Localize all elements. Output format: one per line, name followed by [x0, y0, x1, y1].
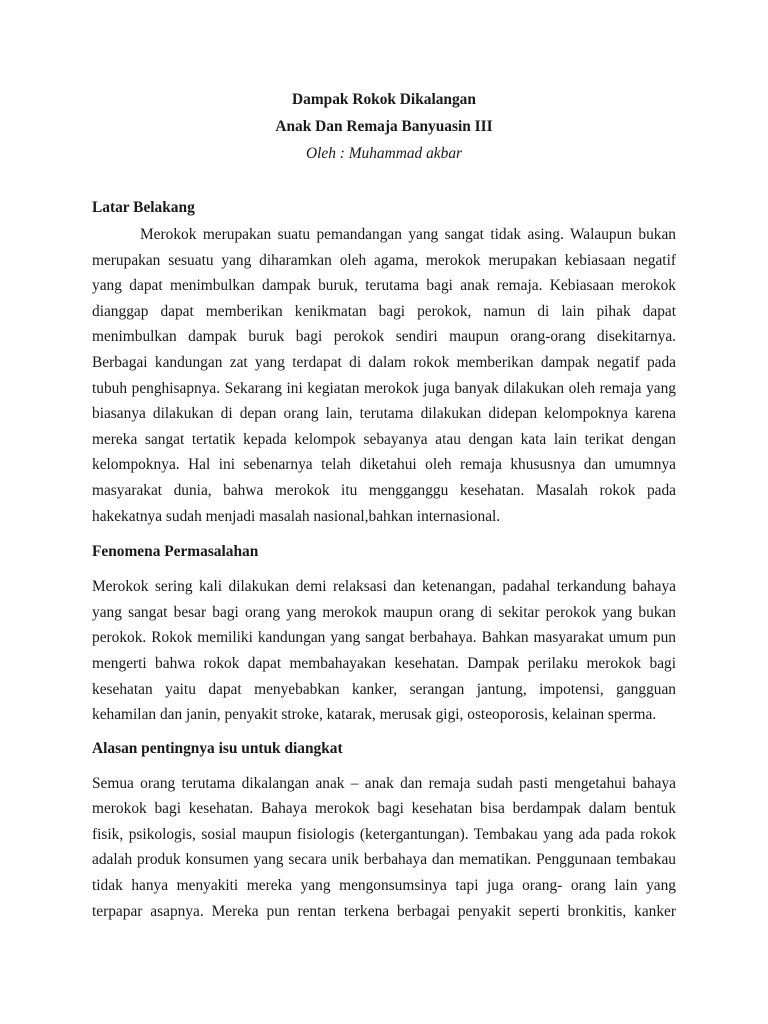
- paragraph-line: menimbulkan dampak buruk bagi perokok sendiri maupun orang-orang disekitarnya.: [92, 328, 676, 346]
- paragraph-line: tubuh penghisapnya. Sekarang ini kegiatan merokok juga banyak dilakukan oleh remaja yang: [92, 379, 676, 397]
- paragraph-line: fisik, psikologis, sosial maupun fisiologis (ketergantungan). Tembakau yang ada pada rokok: [92, 825, 676, 843]
- paragraph-line: terpapar asapnya. Mereka pun rentan terkena berbagai penyakit seperti bronkitis, kanker: [92, 902, 676, 920]
- paragraph-line: kesehatan yaitu dapat menyebabkan kanker, serangan jantung, impotensi, gangguan: [92, 680, 676, 698]
- paragraph-line: tidak hanya menyakiti mereka yang mengonsumsinya tapi juga orang- orang lain yang: [92, 877, 676, 895]
- section-paragraph-fenomena-permasalahan: [92, 574, 676, 728]
- paragraph-line: perokok. Rokok memiliki kandungan yang sangat berbahaya. Bahkan masyarakat umum pun: [92, 629, 676, 647]
- section-paragraph-alasan-pentingnya-isu: [92, 771, 676, 925]
- section-heading-fenomena-permasalahan: Fenomena Permasalahan: [92, 543, 259, 561]
- document-body: [92, 195, 676, 924]
- paragraph-line: kelompoknya. Hal ini sebenarnya telah diketahui oleh remaja khususnya dan umumnya: [92, 456, 676, 474]
- paragraph-line: kehamilan dan janin, penyakit stroke, katarak, merusak gigi, osteoporosis, kelainan sperma.: [92, 706, 657, 724]
- paragraph-line: dianggap dapat memberikan kenikmatan bagi perokok, namun di lain pihak dapat: [92, 302, 676, 320]
- paragraph-line: hakekatnya sudah menjadi masalah nasional,bahkan internasional.: [92, 507, 501, 525]
- paragraph-line: masyarakat dunia, bahwa merokok itu mengganggu kesehatan. Masalah rokok pada: [92, 481, 676, 499]
- paragraph-line: yang sangat besar bagi orang yang merokok maupun orang di sekitar perokok yang bukan: [92, 603, 676, 621]
- paragraph-line: yang dapat menimbulkan dampak buruk, terutama bagi anak remaja. Kebiasaan merokok: [92, 277, 676, 295]
- paragraph-line: Merokok sering kali dilakukan demi relaksasi dan ketenangan, padahal terkandung bahaya: [92, 578, 676, 596]
- paragraph-line: adalah produk konsumen yang secara unik berbahaya dan mematikan. Penggunaan tembakau: [92, 851, 676, 869]
- document-title-line-2: Anak Dan Remaja Banyuasin III: [275, 118, 493, 135]
- paragraph-line: Berbagai kandungan zat yang terdapat di dalam rokok memberikan dampak negatif pada: [92, 353, 676, 371]
- paragraph-line: biasanya dilakukan di depan orang lain, terutama dilakukan didepan kelompoknya karena: [92, 405, 676, 423]
- paragraph-line: merupakan sesuatu yang diharamkan oleh agama, merokok merupakan kebiasaan negatif: [92, 251, 676, 269]
- section-heading-latar-belakang: Latar Belakang: [92, 199, 195, 216]
- paragraph-line: mereka sangat tertatik kepada kelompok sebayanya atau dengan kata lain terikat dengan: [92, 430, 676, 448]
- paragraph-line: Merokok merupakan suatu pemandangan yang sangat tidak asing. Walaupun bukan: [140, 226, 676, 243]
- title-block: [0, 86, 768, 167]
- document-title-line-1: Dampak Rokok Dikalangan: [292, 91, 476, 108]
- section-paragraph-latar-belakang: [92, 222, 676, 529]
- paragraph-line: Semua orang terutama dikalangan anak – anak dan remaja sudah pasti mengetahui bahaya: [92, 774, 676, 792]
- paragraph-line: merokok bagi kesehatan. Bahaya merokok bagi kesehatan bisa berdampak dalam bentuk: [92, 800, 676, 818]
- document-author: Oleh : Muhammad akbar: [305, 145, 463, 162]
- paragraph-line: mengerti bahwa rokok dapat membahayakan kesehatan. Dampak perilaku merokok bagi: [92, 654, 676, 672]
- section-heading-alasan-pentingnya-isu: Alasan pentingnya isu untuk diangkat: [92, 739, 343, 757]
